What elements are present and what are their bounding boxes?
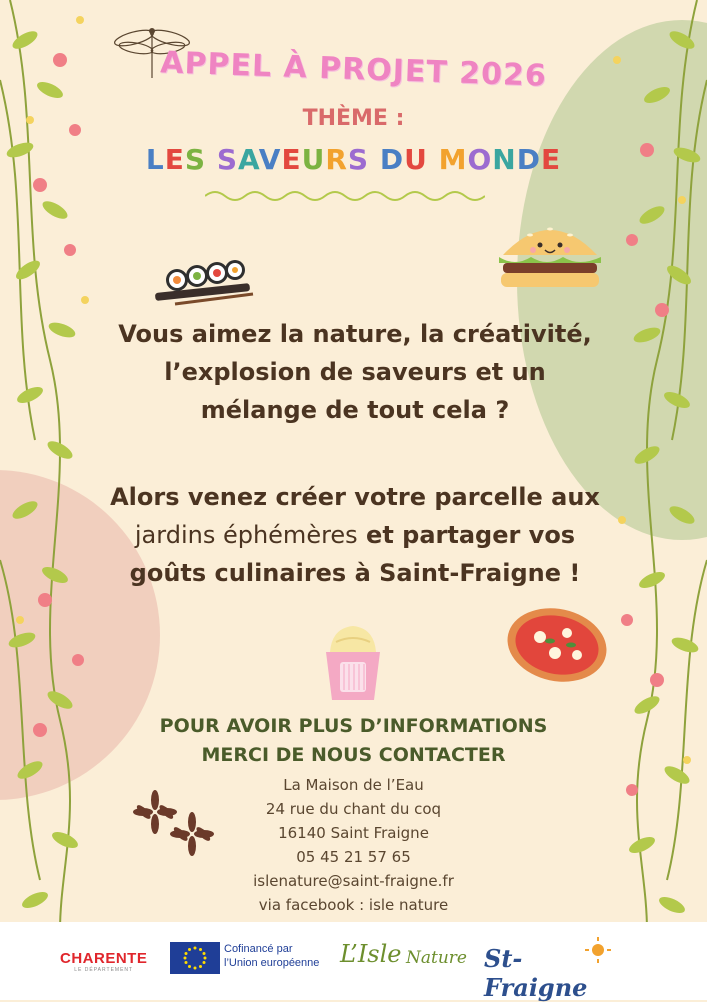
footer-logos bbox=[0, 922, 707, 1000]
theme-letter: S bbox=[184, 143, 207, 176]
isle-logo-word: L’Isle bbox=[340, 940, 402, 968]
theme-letter: A bbox=[237, 143, 259, 176]
decorative-squiggle bbox=[205, 186, 485, 206]
invitation-line-rest: et partager vos bbox=[357, 521, 576, 549]
eu-flag-icon bbox=[170, 942, 220, 974]
eu-text-line: l’Union européenne bbox=[224, 957, 320, 969]
address-city: 16140 Saint Fraigne bbox=[278, 824, 429, 842]
theme-letter: E bbox=[164, 143, 185, 176]
theme-letter: S bbox=[216, 143, 238, 176]
theme-letter: D bbox=[516, 143, 541, 176]
theme-letter: V bbox=[258, 143, 282, 176]
eu-cofinance-text bbox=[224, 942, 319, 970]
address-venue: La Maison de l’Eau bbox=[283, 776, 424, 794]
charente-logo bbox=[60, 950, 147, 973]
theme-letter bbox=[428, 143, 439, 176]
theme-name bbox=[0, 143, 707, 176]
saint-fraigne-logo bbox=[484, 930, 614, 1002]
invitation-line bbox=[80, 516, 630, 554]
charente-logo-sub: LE DÉPARTEMENT bbox=[74, 967, 134, 973]
address-facebook: via facebook : isle nature bbox=[258, 896, 449, 914]
theme-letter: U bbox=[404, 143, 428, 176]
intro-line: l’explosion de saveurs et un bbox=[164, 358, 546, 386]
saint-fraigne-logo-text: St-Fraigne bbox=[484, 944, 588, 1002]
theme-letter: E bbox=[540, 143, 562, 176]
theme-letter: N bbox=[492, 143, 517, 176]
intro-line: Vous aimez la nature, la créativité, bbox=[118, 320, 592, 348]
address-street: 24 rue du chant du coq bbox=[265, 800, 442, 818]
isle-nature-logo bbox=[340, 932, 472, 988]
theme-letter: L bbox=[145, 143, 165, 176]
sushi-icon bbox=[155, 258, 255, 308]
pizza-icon bbox=[505, 605, 610, 685]
invitation-line: Alors venez créer votre parcelle aux bbox=[110, 483, 600, 511]
theme-letter: U bbox=[301, 143, 326, 176]
burger-icon bbox=[495, 215, 605, 295]
contact-heading bbox=[0, 712, 707, 770]
page-title: APPEL À PROJET 2026 bbox=[159, 45, 548, 94]
invitation-line: goûts culinaires à Saint-Fraigne ! bbox=[129, 559, 581, 587]
icecream-icon bbox=[322, 622, 384, 702]
address-phone: 05 45 21 57 65 bbox=[296, 848, 411, 866]
theme-label: THÈME : bbox=[302, 106, 405, 131]
intro-paragraph bbox=[90, 315, 620, 429]
invitation-highlight: jardins éphémères bbox=[134, 521, 358, 549]
charente-logo-name: CHARENTE bbox=[60, 950, 148, 967]
theme-letter: S bbox=[347, 143, 370, 176]
eu-text-line: Cofinancé par bbox=[224, 943, 293, 955]
theme-letter: E bbox=[281, 143, 302, 176]
intro-line: mélange de tout cela ? bbox=[200, 396, 510, 424]
theme-letter bbox=[369, 143, 380, 176]
theme-letter: M bbox=[438, 143, 468, 176]
address-email: islenature@saint-fraigne.fr bbox=[253, 872, 454, 890]
contact-heading-line: POUR AVOIR PLUS D’INFORMATIONS bbox=[159, 715, 548, 737]
theme-letter: O bbox=[467, 143, 493, 176]
theme-letter bbox=[206, 143, 217, 176]
contact-heading-line: MERCI DE NOUS CONTACTER bbox=[201, 744, 506, 766]
sun-icon bbox=[584, 936, 612, 964]
nature-logo-word: Nature bbox=[406, 948, 467, 968]
contact-address bbox=[0, 773, 707, 917]
theme-letter: D bbox=[379, 143, 405, 176]
theme-letter: R bbox=[325, 143, 348, 176]
invitation-paragraph bbox=[80, 478, 630, 592]
